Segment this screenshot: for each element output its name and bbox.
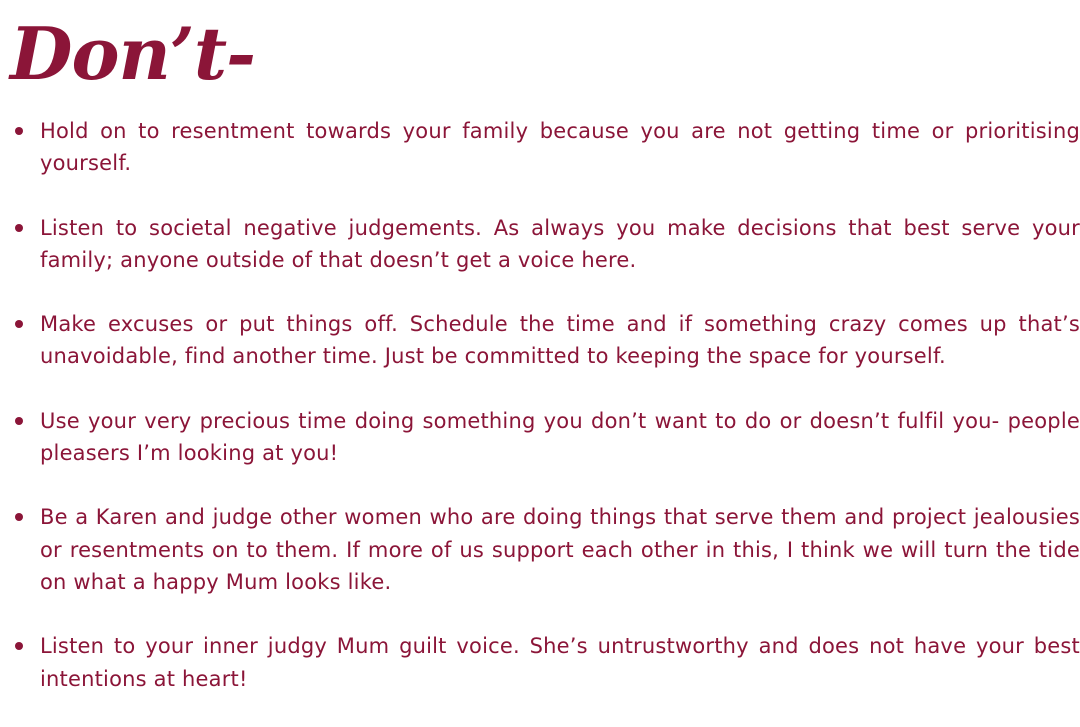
list-item — [0, 212, 1080, 277]
list-item-text: Use your very precious time doing something you don’t want to do or doesn’t fulfil you- people pleasers I’m looking at you! — [40, 408, 1080, 466]
list-item — [0, 405, 1080, 470]
list-item — [0, 115, 1080, 180]
bullet-icon — [15, 224, 23, 232]
list-item-text: Listen to societal negative judgements. As always you make decisions that best serve your family; anyone outside of that doesn’t get a voice here. — [40, 215, 1080, 272]
bullet-icon — [15, 320, 23, 328]
dont-list — [0, 115, 1080, 727]
list-item-text: Be a Karen and judge other women who are doing things that serve them and project jealousies or resentments on to them. If more of us support each other in this, I think we will turn the tide on what a happy Mum looks like. — [40, 505, 1080, 594]
list-item-text: Listen to your inner judgy Mum guilt voice. She’s untrustworthy and does not have your best intentions at heart! — [40, 634, 1080, 691]
list-item — [0, 308, 1080, 373]
list-item-text: Make excuses or put things off. Schedule the time and if something crazy comes up that’s unavoidable, find another time. Just be committed to keeping the space for yourself. — [40, 312, 1080, 369]
list-item — [0, 501, 1080, 598]
bullet-icon — [15, 127, 23, 135]
bullet-icon — [15, 417, 23, 425]
bullet-icon — [15, 642, 23, 650]
list-item — [0, 630, 1080, 695]
list-item-text: Hold on to resentment towards your family because you are not getting time or prioritising yourself. — [40, 119, 1080, 176]
page-heading: Don’t- — [10, 11, 256, 96]
bullet-icon — [15, 513, 23, 521]
